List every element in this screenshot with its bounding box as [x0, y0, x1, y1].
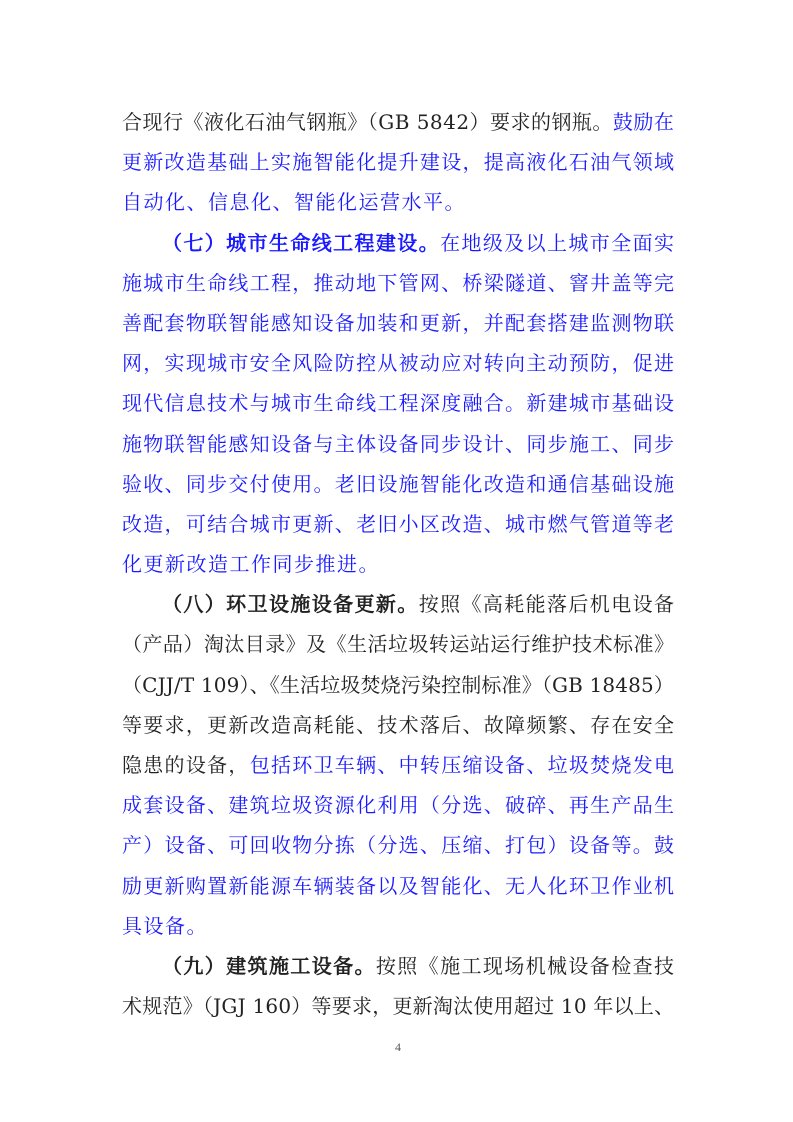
text-segment: （CJJ/T 109）、《生活垃圾焚烧污染控制标准》（GB 18485）	[122, 672, 675, 697]
text-segment: 术规范》（JGJ 160）等要求，更新淘汰使用超过 10 年以上、	[122, 994, 675, 1019]
text-line	[122, 385, 674, 425]
text-segment: 成套设备、建筑垃圾资源化利用（分选、破碎、再生产品生	[122, 793, 676, 818]
page-number: 4	[395, 1040, 401, 1054]
text-segment: 改造，可结合城市更新、老旧小区改造、城市燃气管道等老	[122, 511, 676, 536]
text-segment: 验收、同步交付使用。老旧设施智能化改造和通信基础设施	[122, 471, 676, 496]
text-line	[122, 225, 674, 265]
text-line	[122, 265, 674, 305]
text-segment: 具设备。	[122, 913, 208, 938]
text-line	[122, 184, 674, 224]
text-segment: 在地级及以上城市全面实	[440, 230, 676, 255]
text-segment: 施城市生命线工程，推动地下管网、桥梁隧道、窨井盖等完	[122, 270, 676, 295]
text-line	[122, 667, 674, 707]
text-line	[122, 747, 674, 787]
text-segment: 更新改造基础上实施智能化提升建设，提高液化石油气领域	[122, 150, 676, 175]
section-heading: （九）建筑施工设备。	[162, 953, 376, 978]
text-line	[122, 626, 674, 666]
text-line	[122, 908, 674, 948]
text-segment: 合现行《液化石油气钢瓶》（GB 5842）要求的钢瓶。	[122, 110, 613, 134]
text-line	[122, 506, 674, 546]
text-line	[122, 707, 674, 747]
text-segment: 施物联智能感知设备与主体设备同步设计、同步施工、同步	[122, 431, 676, 456]
text-segment: 等要求，更新改造高耗能、技术落后、故障频繁、存在安全	[122, 712, 676, 737]
text-line	[122, 948, 674, 988]
text-line	[122, 827, 674, 867]
text-segment: 自动化、信息化、智能化运营水平。	[122, 190, 466, 215]
text-line	[122, 144, 674, 184]
text-line	[122, 305, 674, 345]
text-line	[122, 988, 674, 1028]
document-body	[122, 104, 674, 1028]
text-segment: 鼓励在	[612, 110, 675, 134]
text-line	[122, 104, 674, 144]
text-line	[122, 868, 674, 908]
text-segment: 现代信息技术与城市生命线工程深度融合。新建城市基础设	[122, 391, 676, 416]
text-line	[122, 466, 674, 506]
text-line	[122, 426, 674, 466]
text-line	[122, 546, 674, 586]
section-heading: （七）城市生命线工程建设。	[162, 230, 441, 255]
text-segment: 网，实现城市安全风险防控从被动应对转向主动预防，促进	[122, 351, 676, 376]
text-line	[122, 787, 674, 827]
section-heading: （八）环卫设施设备更新。	[162, 592, 419, 617]
text-segment: 按照《施工现场机械设备检查技	[375, 953, 676, 978]
text-segment: 隐患的设备，	[122, 753, 250, 777]
text-segment: 化更新改造工作同步推进。	[122, 552, 380, 577]
text-line	[122, 586, 674, 626]
text-segment: （产品）淘汰目录》及《生活垃圾转运站运行维护技术标准》	[122, 632, 675, 657]
text-segment: 善配套物联智能感知设备加装和更新，并配套搭建监测物联	[122, 310, 676, 335]
text-segment: 产）设备、可回收物分拣（分选、压缩、打包）设备等。鼓	[122, 833, 676, 858]
text-segment: 励更新购置新能源车辆装备以及智能化、无人化环卫作业机	[122, 873, 676, 898]
text-segment: 按照《高耗能落后机电设备	[418, 592, 676, 617]
text-segment: 包括环卫车辆、中转压缩设备、垃圾焚烧发电	[249, 753, 676, 777]
text-line	[122, 345, 674, 385]
